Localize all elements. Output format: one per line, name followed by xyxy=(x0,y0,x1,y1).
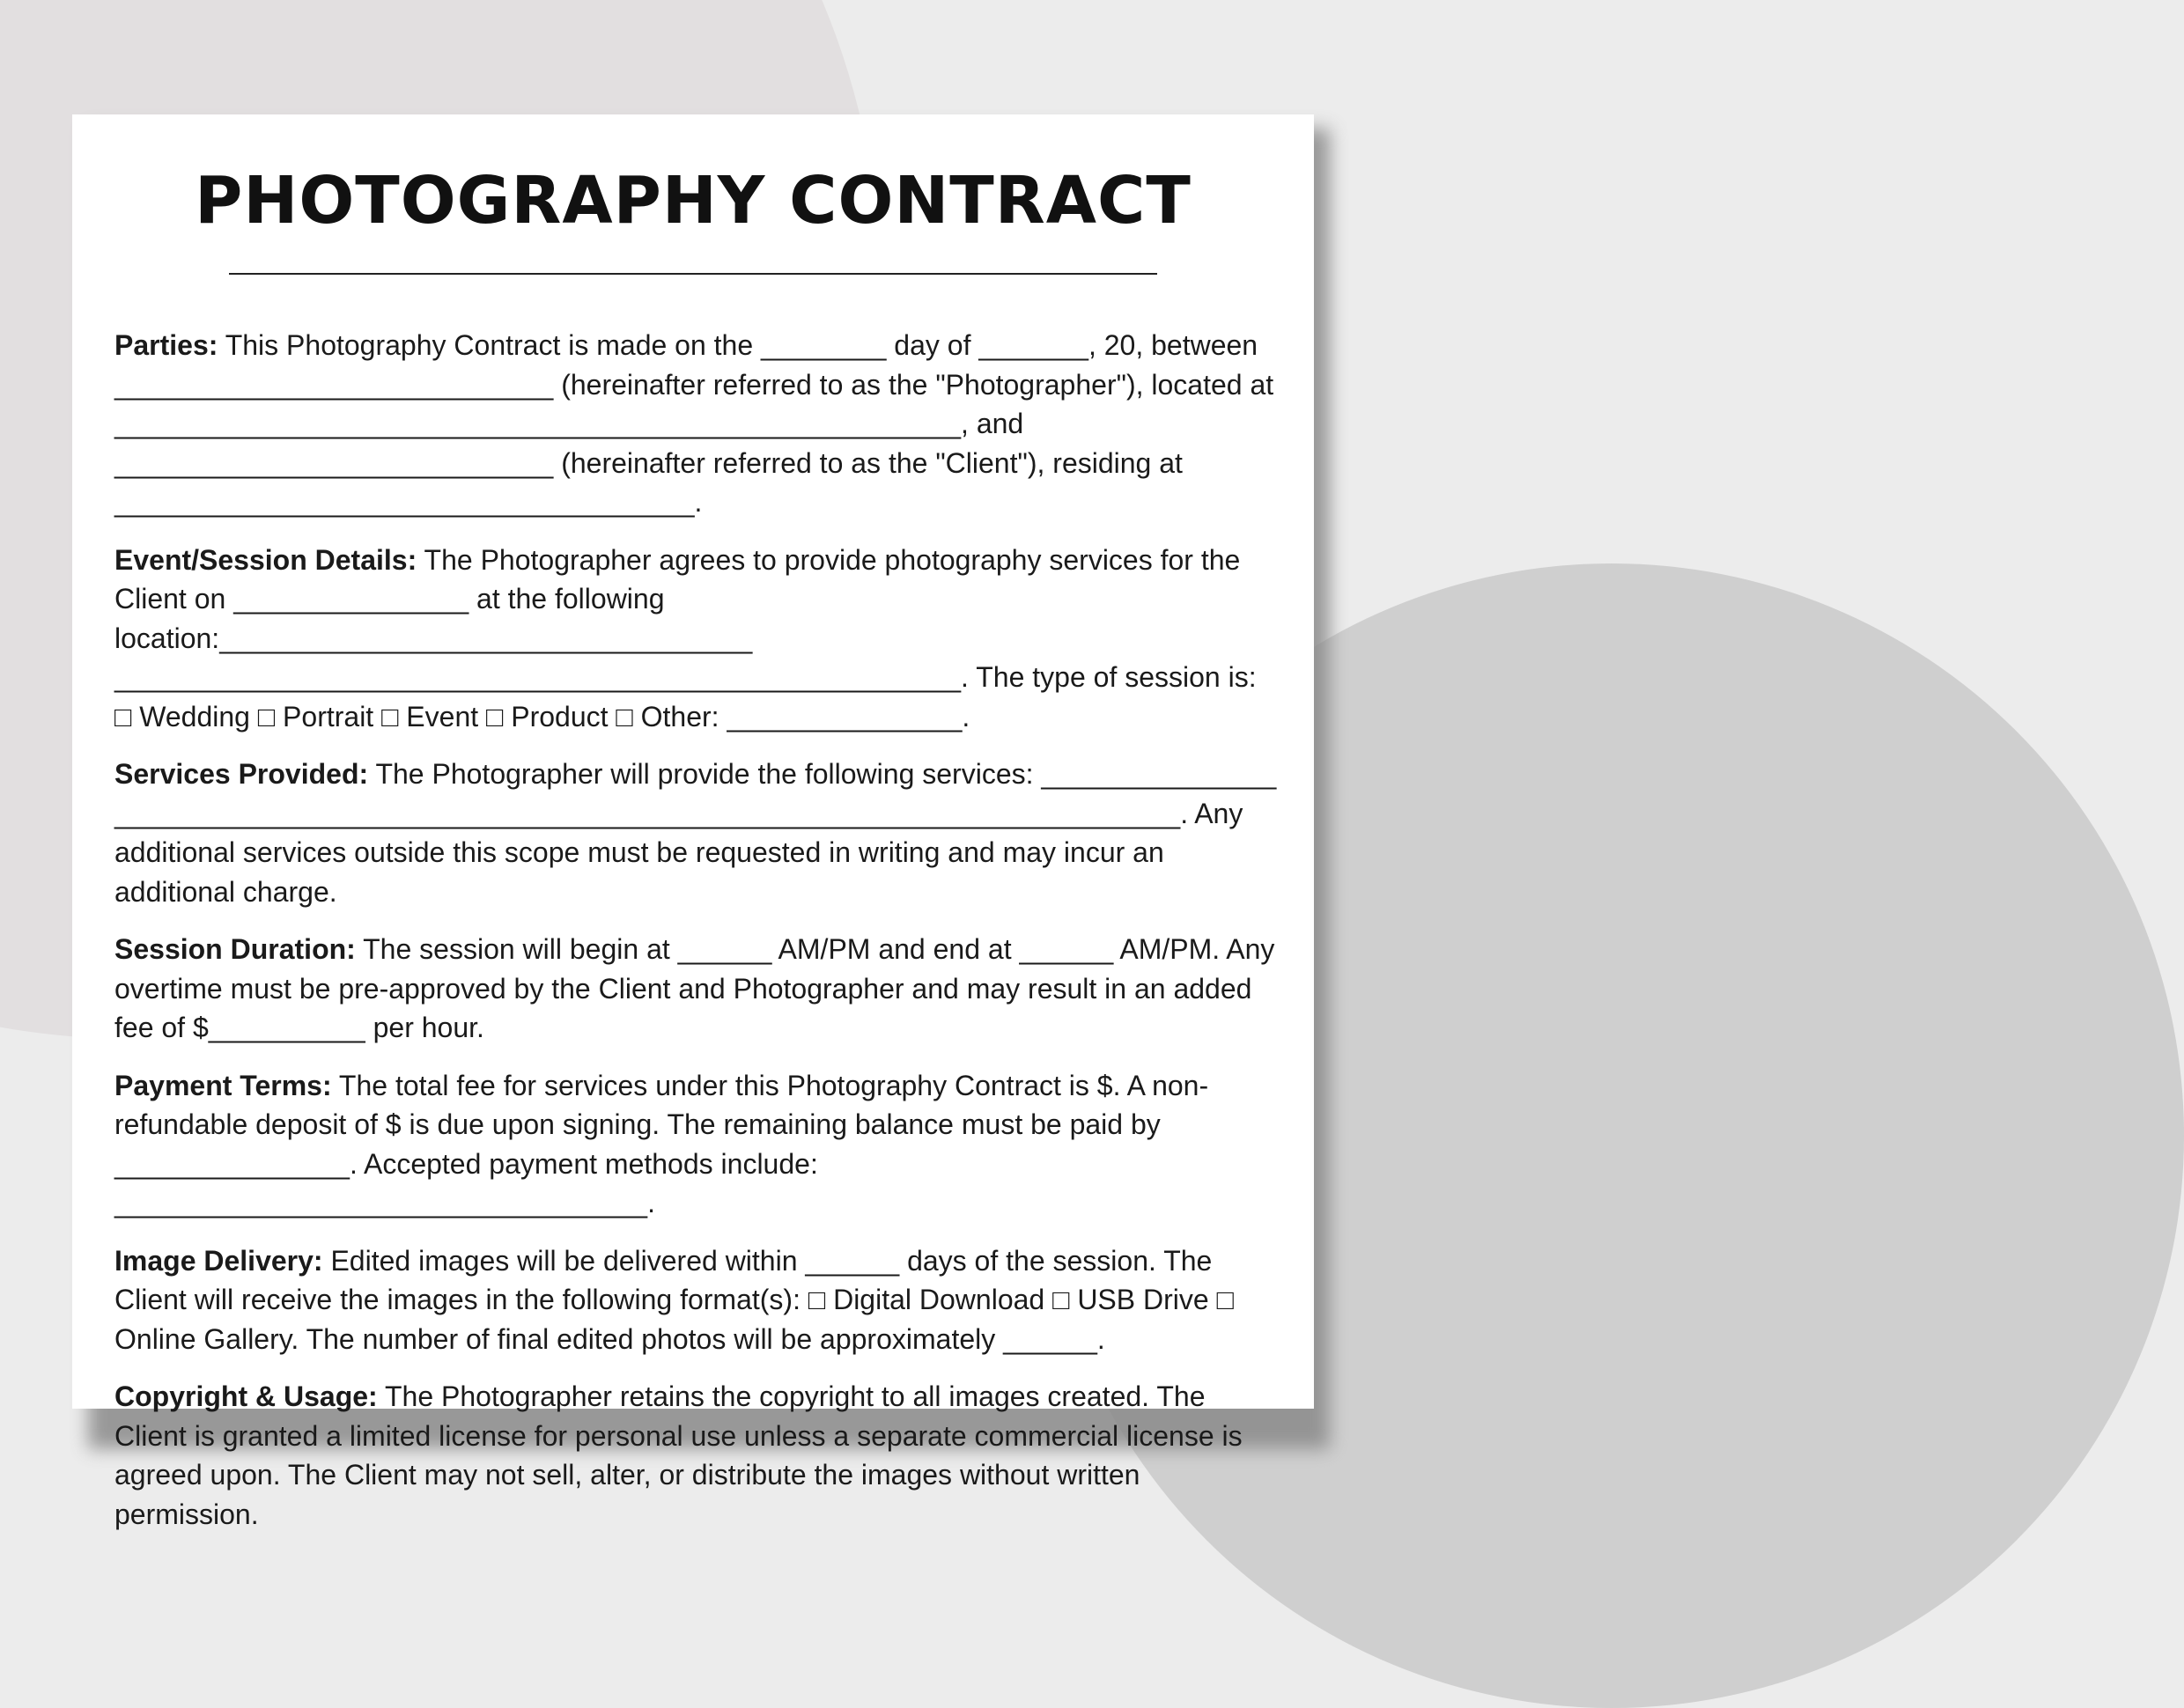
section-heading: Parties: xyxy=(114,329,218,361)
section-heading: Copyright & Usage: xyxy=(114,1380,378,1412)
section-heading: Session Duration: xyxy=(114,933,356,965)
title-divider xyxy=(229,273,1157,275)
section-text: The total fee for services under this Photography Contract is $. A non-refundable deposit of $ is due upon signing. The remaining balance must be paid by _______________. Accepted payment methods include: __________________________________. xyxy=(114,1069,1209,1218)
contract-body xyxy=(114,326,1277,1552)
page-title: PHOTOGRAPHY CONTRACT xyxy=(195,163,1192,239)
section-text: The Photographer agrees to provide photography services for the Client on _______________ at the following location:__________________________________ ______________________________________________________. The type of session is: □ Wedding □ Portrait □ Event □ Product □ Other: _______________. xyxy=(114,543,1257,733)
section-duration xyxy=(114,930,1277,1048)
section-text: Edited images will be delivered within ______ days of the session. The Client will receive the images in the following format(s): □ Digital Download □ USB Drive □ Online Gallery. The number of final edited photos will be approximately ______. xyxy=(114,1244,1234,1355)
section-event-details xyxy=(114,541,1277,737)
section-text: This Photography Contract is made on the ________ day of _______, 20, between ____________________________ (hereinafter referred to as the "Photographer"), located at ______________________________________________________, and ____________________________ (hereinafter referred to as the "Client"), residing at _____________________________________. xyxy=(114,329,1274,518)
section-text: The Photographer retains the copyright to all images created. The Client is granted a limited license for personal use unless a separate commercial license is agreed upon. The Client may not sell, alter, or distribute the images without written permission. xyxy=(114,1380,1243,1530)
section-copyright xyxy=(114,1377,1277,1534)
section-parties xyxy=(114,326,1277,522)
section-services xyxy=(114,755,1277,911)
section-text: The Photographer will provide the following services: _______________ ____________________________________________________________________. Any additional services outside this scope must be requested in writing and may incur an additional charge. xyxy=(114,758,1277,908)
section-heading: Image Delivery: xyxy=(114,1244,323,1277)
section-text: The session will begin at ______ AM/PM and end at ______ AM/PM. Any overtime must be pre-approved by the Client and Photographer and may result in an added fee of $__________ per hour. xyxy=(114,933,1275,1043)
contract-page xyxy=(72,114,1314,1530)
section-heading: Payment Terms: xyxy=(114,1069,332,1101)
section-heading: Event/Session Details: xyxy=(114,543,417,576)
section-heading: Services Provided: xyxy=(114,758,369,790)
section-image-delivery xyxy=(114,1241,1277,1359)
section-payment xyxy=(114,1066,1277,1223)
